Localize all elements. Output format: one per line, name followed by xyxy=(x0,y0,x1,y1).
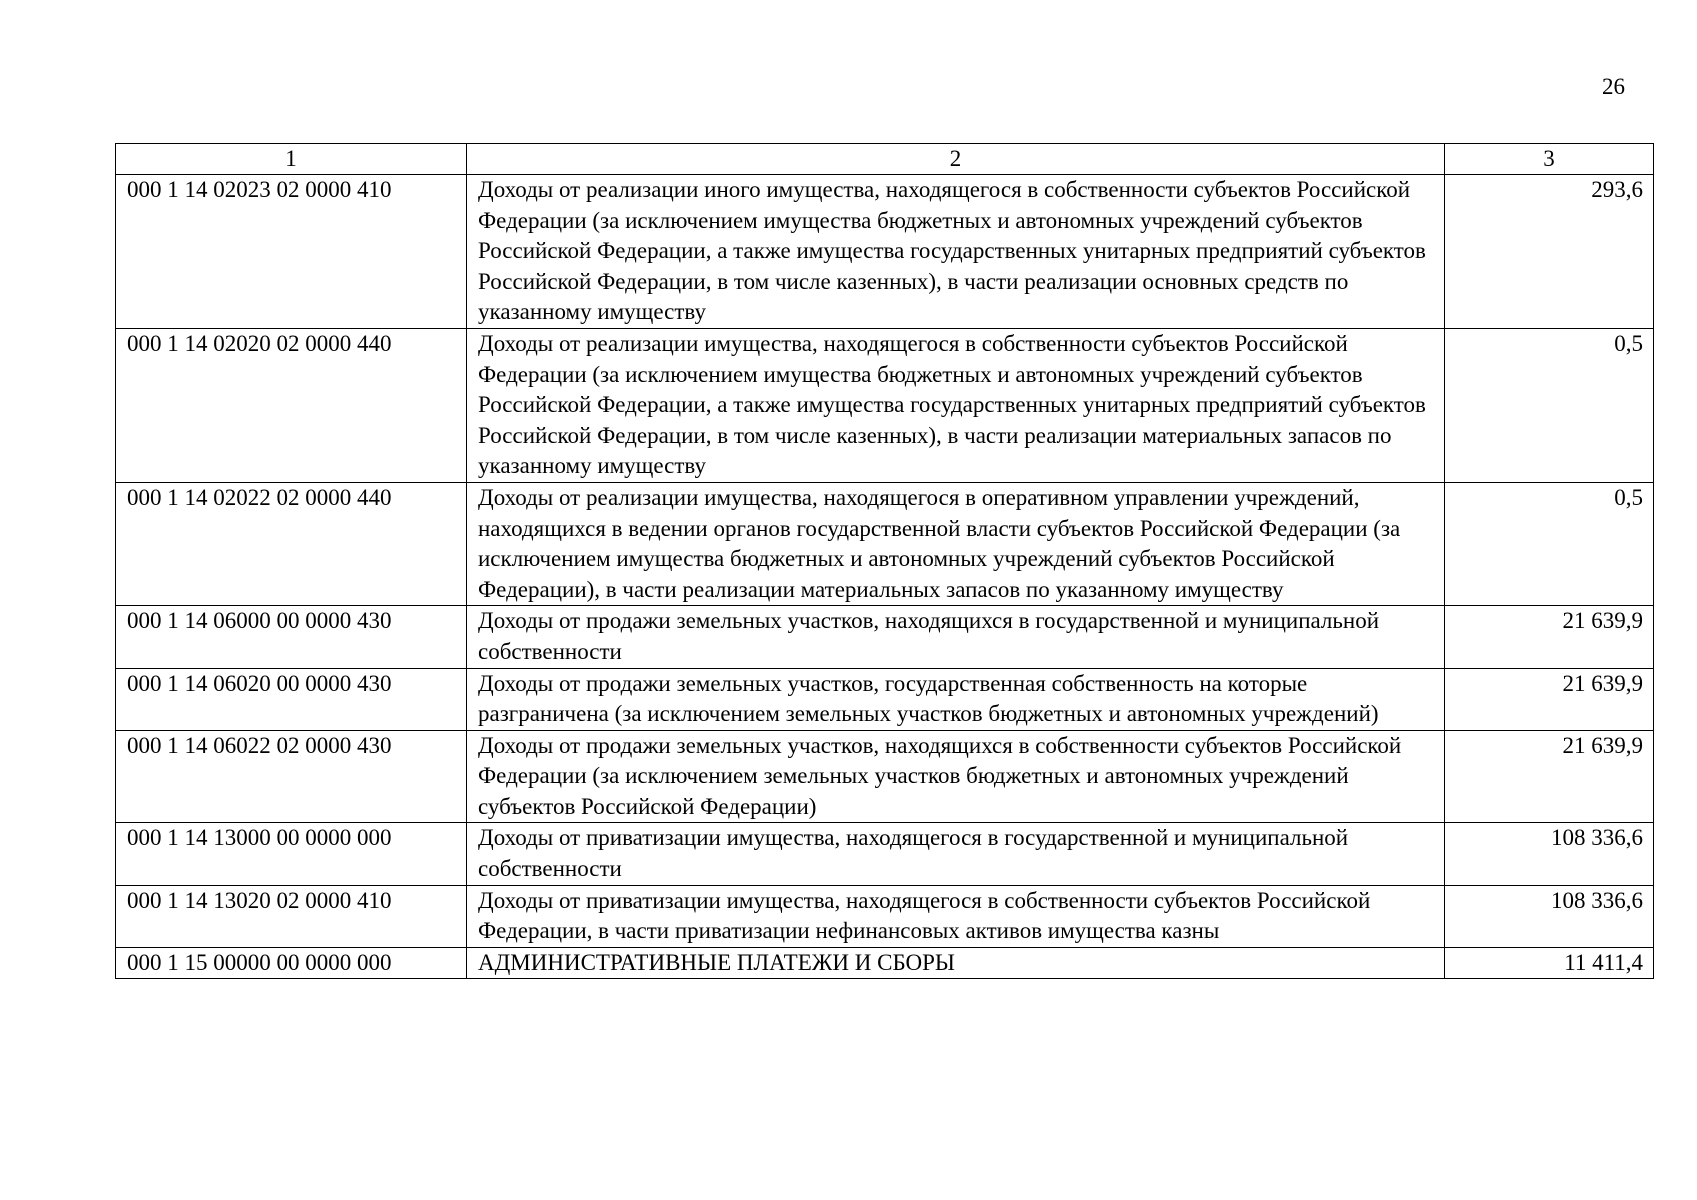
revenue-amount: 21 639,9 xyxy=(1445,606,1654,668)
revenue-description: Доходы от реализации имущества, находящегося в оперативном управлении учреждений, находящихся в ведении органов государственной власти субъектов Российской Федерации (за исключением имущества бюджетных и автономных учреждений субъектов Российской Федерации), в части реализации материальных запасов по указанному имуществу xyxy=(467,482,1445,605)
table-row xyxy=(116,730,1654,823)
table-row xyxy=(116,823,1654,885)
column-number-3: 3 xyxy=(1445,144,1654,175)
revenue-description: Доходы от приватизации имущества, находящегося в государственной и муниципальной собственности xyxy=(467,823,1445,885)
revenue-description: Доходы от реализации иного имущества, находящегося в собственности субъектов Российской Федерации (за исключением имущества бюджетных и автономных учреждений субъектов Российской Федерации, а также имущества государственных унитарных предприятий субъектов Российской Федерации, в том числе казенных), в части реализации основных средств по указанному имуществу xyxy=(467,175,1445,329)
column-number-1: 1 xyxy=(116,144,467,175)
revenue-description: Доходы от приватизации имущества, находящегося в собственности субъектов Российской Федерации, в части приватизации нефинансовых активов имущества казны xyxy=(467,885,1445,947)
revenue-code: 000 1 14 06022 02 0000 430 xyxy=(116,730,467,823)
revenue-code: 000 1 14 13000 00 0000 000 xyxy=(116,823,467,885)
revenue-code: 000 1 14 06000 00 0000 430 xyxy=(116,606,467,668)
table-row xyxy=(116,606,1654,668)
revenue-amount: 108 336,6 xyxy=(1445,885,1654,947)
revenue-amount: 108 336,6 xyxy=(1445,823,1654,885)
revenue-amount: 11 411,4 xyxy=(1445,947,1654,979)
table-row xyxy=(116,175,1654,329)
revenue-amount: 0,5 xyxy=(1445,328,1654,482)
revenue-amount: 21 639,9 xyxy=(1445,730,1654,823)
revenue-amount: 21 639,9 xyxy=(1445,668,1654,730)
page-number: 26 xyxy=(1602,74,1625,99)
revenue-code: 000 1 14 13020 02 0000 410 xyxy=(116,885,467,947)
revenue-code: 000 1 14 02020 02 0000 440 xyxy=(116,328,467,482)
revenue-amount: 0,5 xyxy=(1445,482,1654,605)
revenue-description: Доходы от продажи земельных участков, находящихся в собственности субъектов Российской Федерации (за исключением земельных участков бюджетных и автономных учреждений субъектов Российской Федерации) xyxy=(467,730,1445,823)
column-number-2: 2 xyxy=(467,144,1445,175)
table-row xyxy=(116,668,1654,730)
revenue-description: Доходы от реализации имущества, находящегося в собственности субъектов Российской Федерации (за исключением имущества бюджетных и автономных учреждений субъектов Российской Федерации, а также имущества государственных унитарных предприятий субъектов Российской Федерации, в том числе казенных), в части реализации материальных запасов по указанному имуществу xyxy=(467,328,1445,482)
revenue-code: 000 1 15 00000 00 0000 000 xyxy=(116,947,467,979)
table-row xyxy=(116,885,1654,947)
revenue-description: Доходы от продажи земельных участков, находящихся в государственной и муниципальной собственности xyxy=(467,606,1445,668)
revenue-description: АДМИНИСТРАТИВНЫЕ ПЛАТЕЖИ И СБОРЫ xyxy=(467,947,1445,979)
table-row xyxy=(116,482,1654,605)
revenue-code: 000 1 14 06020 00 0000 430 xyxy=(116,668,467,730)
revenue-amount: 293,6 xyxy=(1445,175,1654,329)
budget-revenue-table xyxy=(115,143,1654,979)
revenue-code: 000 1 14 02022 02 0000 440 xyxy=(116,482,467,605)
table-row xyxy=(116,328,1654,482)
table-row xyxy=(116,947,1654,979)
revenue-code: 000 1 14 02023 02 0000 410 xyxy=(116,175,467,329)
column-number-row xyxy=(116,144,1654,175)
revenue-description: Доходы от продажи земельных участков, государственная собственность на которые разграничена (за исключением земельных участков бюджетных и автономных учреждений) xyxy=(467,668,1445,730)
